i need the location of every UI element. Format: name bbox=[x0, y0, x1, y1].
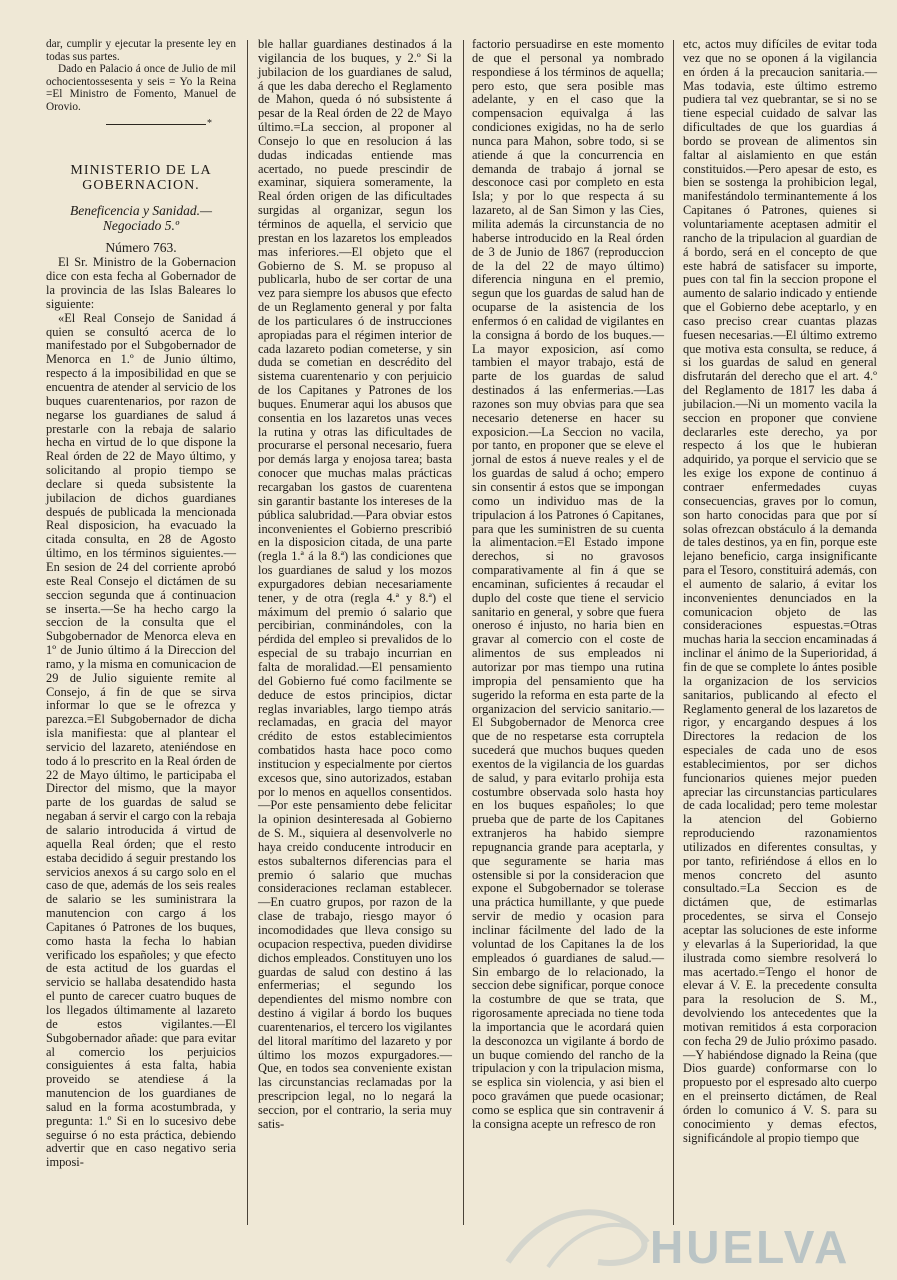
decree-signature: Dado en Palacio á once de Julio de mil ochocientossesenta y seis = Yo la Reina =El Ministro de Fomento, Manuel de Orovio. bbox=[46, 63, 236, 113]
column-divider bbox=[463, 40, 464, 1225]
asterisk-icon: * bbox=[207, 117, 212, 129]
ministry-heading: MINISTERIO DE LA GOBERNACION. bbox=[70, 162, 212, 193]
column-divider bbox=[247, 40, 248, 1225]
section-heading: Beneficencia y Sanidad.—Negociado 5.º bbox=[69, 202, 213, 233]
watermark-brand: HUELVA bbox=[650, 1221, 851, 1273]
body-text: etc, actos muy difíciles de evitar toda vez que no se oponen á la vigilancia en órden á la precaucion sanitaria.—Mas todavia, este último estremo pudiera tal vez quebrantar, se si no se tiene especial cuidado de salvar las dificultades de que los guardias á bordo se provean de alimentos sin faltar al aislamiento en que están constituidos.—Pero apesar de esto, es bien se sostenga la prohibicion legal, manifestándolo terminantemente á los Capitanes ó Patrones, quienes si voluntariamente aceptasen admitir el rancho de la tripulacion al guardian de á bordo, será en el concepto de que este habrá de satisfacer su importe, pues con tal fin la seccion propone el aumento de salario indicado y entiende que el Gobierno debe aceptarlo, y en caso preciso crear cuantas plazas fuesen necesarias.—El último extremo que motiva esta consulta, se reduce, á si los guardas de salud en general disfrutarán del derecho que el art. 4.º del Reglamento de 1817 les daba á jubilacion.—Ni un momento vacila la seccion en proponer que conviene declararles este derecho, ya por respecto á los que le hubieran adquirido, ya porque el servicio que se les exige los expone de continuo á contraer enfermedades cuyas consecuencias, graves por lo comun, son harto conocidas para que por sí solas ofrezcan obstáculo á la demanda de tales destinos, ya en fin, porque este lejano beneficio, carga insignificante para el Tesoro, constituirá además, con el aumento de salario, á evitar los inconvenientes denunciados en la comunicacion objeto de las consideraciones espuestas.=Otras muchas haria la seccion encaminadas á inclinar el ánimo de la Superioridad, á fin de que se complete lo ántes posible la organizacion de los servicios sanitarios, publicando al efecto el Reglamento general de los lazaretos de rigor, y encargando despues á los Directores la redacion de los especiales de cada uno de esos establecimientos, por ser dichos funcionarios quienes mejor pueden apreciar las circunstancias particulares de cada localidad; pero teme molestar la atencion del Gobierno reproduciendo razonamientos utilizados en diferentes consultas, y por tanto, refiriéndose á ellos en lo menos concreto del asunto consultado.=La Seccion es de dictámen que, de estimarlas procedentes, se sirva el Consejo aceptar las soluciones de este informe y elevarlas á la Superioridad, la que ilustrada como siembre resolverá lo mas acertado.=Tengo el honor de elevar á V. E. la precedente consulta para la resolucion de S. M., devolviendo los antecedentes que la motivan remitidos á esta corporacion con fecha 29 de Julio próximo pasado.—Y habiéndose dignado la Reina (que Dios guarde) conformarse con lo propuesto por el espresado alto cuerpo en el preinserto dictámen, de Real órden lo comunico á V. S. para su conocimiento y demas efectos, significándole al propio tiempo que bbox=[683, 37, 877, 1145]
column-2 bbox=[258, 38, 452, 1132]
document-number: Número 763. bbox=[105, 239, 177, 255]
decree-end: dar, cumplir y ejecutar la presente ley en todas sus partes. bbox=[46, 38, 236, 63]
column-3 bbox=[472, 38, 664, 1132]
body-text: ble hallar guardianes destinados á la vigilancia de los buques, y 2.º Si la jubilacion de los guardianes de salud, á que les daba derecho el Reglamento de Mahon, queda ó nó subsistente á pesar de la Real órden de 22 de Mayo último.=La seccion, al proponer al Consejo lo que en resolucion á las dudas indicadas entiende mas acertado, no puede prescindir de examinar, siquiera someramente, la Real órden origen de las dificultades surgidas al organizar, segun los términos de aquella, el servicio que prestan en los lazaretos los empleados mas inferiores.—El objeto que el Gobierno de S. M. se propuso al publicarla, hubo de ser cortar de una vez para siempre los abusos que efecto de un Reglamento general y por falta de los particulares ó de instrucciones apropiadas para el régimen interior de cada lazareto podian cometerse, y sin duda se cometian en descrédito del sistema cuarentenario y con perjuicio de los Capitanes y Patrones de los buques. Enumerar aqui los abusos que consentia en los lazaretos unas veces la rutina y otras las dificultades de procurarse el personal necesario, fuera por demás larga y enojosa tarea; basta conocer que muchas malas prácticas recargaban los gastos de cuarentena sin garantir bastante los intereses de la pública salubridad.—Para obviar estos inconvenientes el Gobierno prescribió en la disposicion citada, de una parte (regla 1.ª á la 8.ª) las condiciones que los guardianes de salud y los mozos expurgadores debian necesariamente tener, y de otra (regla 4.ª y 8.ª) el máximum del premio ó salario que percibirian, conminándoles, con la pérdida del empleo si prevalidos de lo especial de su trabajo incurrian en falta de moralidad.—El pensamiento del Gobierno fué como facilmente se deduce de estos principios, dictar reglas invariables, largo tiempo atrás reclamadas, en gracia del mayor crédito de estos establecimientos combatidos hasta hace poco como institucion y especialmente por ciertos excesos que, sino autorizados, estaban por lo menos en aquellos consentidos.—Por este pensamiento debe felicitar la opinion desinteresada al Gobierno de S. M., siquiera al desenvolverle no haya creido conducente introducir en estos subalternos diferencias para el premio ó salario que muchas consideraciones reclaman establecer.—En cuatro grupos, por razon de la clase de trabajo, riesgo mayor ó incomodidades que lleva consigo su ocupacion respectiva, pueden dividirse dichos empleados. Constituyen uno los guardas de salud con destino á las enfermerias; el segundo los dependientes del mismo nombre con destino á vigilar á bordo los buques cuarentenarios, el tercero los vigilantes del litoral marítimo del lazareto y por último los mozos expurgadores.—Que, en todos sea conveniente existan las circunstancias reclamadas por la prescripcion legal, no lo negará la seccion, por el contrario, la seria muy satis- bbox=[258, 37, 452, 1131]
body-text: factorio persuadirse en este momento de que el personal ya nombrado respondiese á los términos de aquella; pero esto, que sera posible mas adelante, y en el caso que la compensacion equivalga á las condiciones exigidas, no ha de serlo nunca para Mahon, sobre todo, si se atiende á que la concurrencia en demanda de trabajo á jornal se desconoce casi por completo en esta Isla; y por lo que respecta á su lazareto, al de San Simon y las Cies, milita además la circunstancia de no haberse introducido en la Real órden de 3 de Junio de 1867 (reproduccion de la del 22 de mayo último) diferencia ninguna en el premio, segun que los guardas de salud han de ocuparse de la asistencia de los enfermos ó en calidad de vigilantes en la consigna á bordo de los buques.—La mayor exposicion, así como tambien el mayor trabajo, está de parte de los guardas de salud destinados á las enfermerias.—Las razones son muy obvias para que sea necesario detenerse en hacer su exposicion.—La Seccion no vacila, por tanto, en proponer que se eleve el jornal de estos á nueve reales y el de los guardas de salud á ocho; empero sin consentir á estos que se impongan como un individuo mas de la tripulacion á los Patrones ó Capitanes, para que les suministren de su cuenta la alimentacion.=El Estado impone derechos, si no gravosos comparativamente al fin á que se encaminan, suficientes á recaudar el duplo del coste que tiene el servicio sanitario en general, y sobre que fuera oneroso é injusto, no haria bien en gravar al comercio con el coste de alimentos de sus empleados ni autorizar por mas tiempo una rutina impropia del pensamiento que ha sugerido la reforma en esta parte de la organizacion del servicio sanitario.—El Subgobernador de Menorca cree que de no respetarse esta corruptela sucederá que muchos buques queden exentos de la vigilancia de los guardas de salud, y para evitarlo prohija esta costumbre observada solo hasta hoy en los buques españoles; lo que prueba que de parte de los Capitanes extranjeros ha habido siempre repugnancia grande para aceptarla, y que seguramente se haria mas ostensible si por la consideracion que expone el Subgobernador se tolerase una práctica humillante, y que puede servir de medio y ocasion para inclinar fácilmente del lado de la voluntad de los Capitanes la de los empleados ó guardianes de salud.—Sin embargo de lo relacionado, la seccion debe significar, porque conoce la costumbre de que se trata, que rigorosamente apreciada no tiene toda la importancia que le acordará quien la desconozca un vigilante á bordo de un buque comiendo del rancho de la tripulacion y con la tripulacion misma, se esplica sin violencia, y asi bien el poco gravámen que puede ocasionar; como se esplica que sin contravenir á la consigna acepte un refresco de ron bbox=[472, 37, 665, 1131]
column-divider bbox=[673, 40, 674, 1225]
separator-rule bbox=[106, 117, 212, 129]
intro-paragraph: El Sr. Ministro de la Gobernacion dice con esta fecha al Gobernador de la provincia de las Islas Baleares lo siguiente: bbox=[46, 255, 236, 311]
column-4 bbox=[683, 38, 877, 1146]
column-1 bbox=[46, 38, 236, 1170]
body-text: «El Real Consejo de Sanidad á quien se consultó acerca de lo manifestado por el Subgobernador de Menorca en 1.º de Junio último, respecto á la imposibilidad en que se encuentra de atender al servicio de los buques cuarentenarios, por razon de negarse los guardianes de salud á prestarle con la rebaja de salario hecha en virtud de lo que dispone la Real órden de 22 de Mayo último, y solicitando al propio tiempo se declare si queda subsistente la jubilacion de dichos guardianes después de publicada la mencionada Real disposicion, ha evacuado la citada consulta, en 28 de Agosto último, en los términos siguientes.—En sesion de 24 del corriente aprobó este Real Consejo el dictámen de su seccion segunda que á continuacion se inserta.—Se ha hecho cargo la seccion de la consulta que el Subgobernador de Menorca eleva en 1º de Junio último á la Direccion del ramo, y la misma en comunicacion de 29 de Julio siguiente remite al Consejo, á fin de que se sirva informar lo que se le ofrezca y parezca.=El Subgobernador de dicha isla manifiesta: que al plantear el servicio del lazareto, ateniéndose en todo á lo prescrito en la Real órden de 22 de Mayo último, le participaba el Director del mismo, que la mayor parte de los guardas de salud se negaban á servir el cargo con la rebaja de salario introducida á virtud de aquella Real órden; que el resto estaba decidido á seguir prestando los servicios anexos á su cargo solo en el caso de que, además de los seis reales de salario se les suministrara la manutencion con cargo á los Capitanes ó Patrones de los buques, como hasta la fecha lo habian verificado los españoles; y que efecto de esta actitud de los guardas el servicio se hallaba desatendido hasta el punto de carecer cuatro buques de los llegados últimamente al lazareto de estos vigilantes.—El Subgobernador añade: que para evitar al comercio los perjuicios consiguientes á esta falta, habia proveido se atendiese á la manutencion de los guardianes de salud en la forma acostumbrada, y pregunta: 1.º Si en lo sucesivo debe seguirse ó no esta práctica, debiendo advertir que en caso negativo seria imposi- bbox=[46, 310, 237, 1170]
